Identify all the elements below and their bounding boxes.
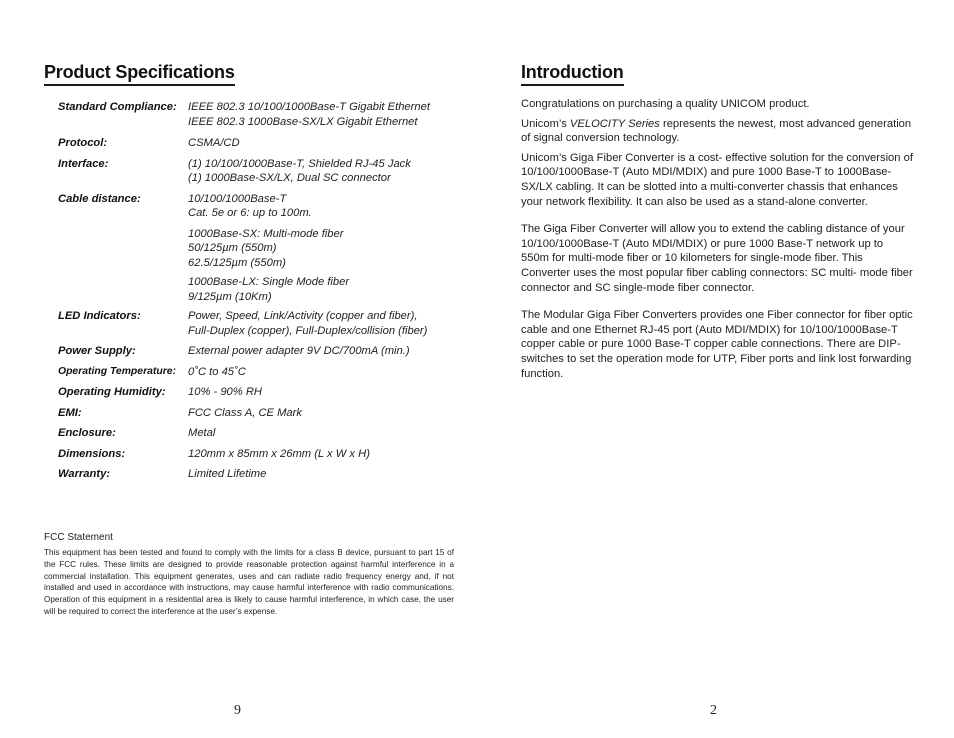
spec-label: EMI: [58,406,82,419]
spec-label: Protocol: [58,137,108,149]
spec-row [58,385,468,400]
spec-value-line: Cat. 5e or 6: up to 100m. [188,207,312,219]
spec-label: Interface: [58,157,109,170]
velocity-series-text: VELOCITY Series [569,117,660,130]
spec-value [188,309,427,338]
spec-value [188,275,349,304]
spec-label [58,227,188,271]
intro-p2-end: represents the newest, most advanced generation of signal conversion technology. [521,117,912,145]
introduction-body [521,97,913,381]
spec-value-line: Power, Speed, Link/Activity (copper and fiber), [188,310,418,322]
spec-value [188,447,370,462]
spec-label: Dimensions: [58,447,126,460]
spec-row [58,136,468,151]
introduction-heading: Introduction [521,62,624,86]
spec-value [188,192,312,221]
spec-value [188,344,410,359]
fcc-body: This equipment has been tested and found to comply with the limits for a class B device, pursuant to part 15 of the FCC rules. These limits are designed to provide reasonable protection against harmful interference in a commercial installation. This equipment generates, uses and can radiate radio frequency energy and, if not installed and used in accordance with instructions, may cause harmful interference with radio communications. Operation of this equipment in a residential area is likely to cause harmful interference, in which case, the user will be required to correct the interference at the user’s expense. [44,548,454,616]
spec-value-line: 1000Base-SX: Multi-mode fiber [188,227,344,240]
spec-value-line: (1) 10/100/1000Base-T, Shielded RJ-45 Jack [188,157,411,170]
spec-value-line: 0˚C to 45˚C [188,365,246,378]
spec-row [58,157,468,186]
spec-label: Warranty: [58,468,111,480]
spec-row [58,275,468,304]
spec-value-line: CSMA/CD [188,137,240,149]
spec-value-line: Full-Duplex (copper), Full-Duplex/collision (fiber) [188,324,428,337]
spec-value [188,365,246,380]
intro-paragraph-4: The Giga Fiber Converter will allow you to extend the cabling distance of your 10/100/1000Base-T (Auto MDI/MDIX) or pure 1000 Base-T network up to 550m for multi-mode fiber or 10 kilometers for single-mode fiber. This Converter uses the most popular fiber cabling connectors: SC multi- mode fiber connector and SC single-mode fiber connector. [521,223,913,294]
spec-value [188,385,262,400]
spec-label: Standard Compliance: [58,101,177,113]
spec-label: Power Supply: [58,345,136,357]
spec-row [58,365,468,380]
spec-value-line: Metal [188,427,216,439]
intro-paragraph-2 [521,117,913,146]
spec-value-line: Limited Lifetime [188,468,267,480]
spec-value-line: 10% - 90% RH [188,386,262,398]
spec-value-line: FCC Class A, CE Mark [188,406,302,419]
product-specifications-heading: Product Specifications [44,62,235,86]
intro-paragraph-3: Unicom’s Giga Fiber Converter is a cost- effective solution for the conversion of 10/100/1000Base-T (Auto MDI/MDIX) and pure 1000 Base-T to 1000Base-SX/LX cabling. It can be slotted into a multi-converter chassis that enhances your network flexibility. It can also be used as a stand-alone converter. [521,151,913,208]
spec-row [58,467,468,482]
spec-value [188,426,215,441]
spec-label [58,275,188,304]
fcc-title: FCC Statement [44,532,113,543]
spec-label: LED Indicators: [58,310,141,322]
spec-label: Operating Temperature: [58,365,176,377]
spec-row [58,447,468,462]
spec-label: Operating Humidity: [58,386,166,398]
spec-value-line: 50/125µm (550m) [188,242,277,254]
intro-paragraph-5: The Modular Giga Fiber Converters provides one Fiber connector for fiber optic cable and one Ethernet RJ-45 port (Auto MDI/MDIX) for 10/100/1000Base-T copper cable or pure 1000 Base-T copper cable connections. There are DIP- switches to set the operation mode for UTP, Fiber ports and link lost forwarding function. [521,309,913,380]
intro-paragraph-1: Congratulations on purchasing a quality UNICOM product. [521,98,810,110]
spec-value-line: 1000Base-LX: Single Mode fiber [188,276,350,288]
spec-value-line: 120mm x 85mm x 26mm (L x W x H) [188,447,370,460]
spec-label: Cable distance: [58,192,141,205]
spec-value-line: (1) 1000Base-SX/LX, Dual SC connector [188,172,391,184]
spec-value-line: External power adapter 9V DC/700mA (min.) [188,345,410,357]
spec-value-line: 62.5/125µm (550m) [188,256,286,269]
spec-row [58,100,468,129]
intro-p2-start: Unicom’s [521,117,570,130]
spec-row [58,227,468,271]
spec-value [188,100,430,129]
spec-row [58,192,468,221]
spec-value-line: IEEE 802.3 10/100/1000Base-T Gigabit Ethernet [188,101,430,113]
spec-value [188,227,343,271]
spec-value-line: IEEE 802.3 1000Base-SX/LX Gigabit Ethernet [188,115,418,128]
spec-value [188,157,411,186]
spec-value [188,136,240,151]
spec-row [58,426,468,441]
spec-table [58,100,468,482]
fcc-statement [44,532,454,618]
spec-value-line: 10/100/1000Base-T [188,192,287,205]
page-number-right: 2 [710,703,717,718]
spec-row [58,406,468,421]
spec-row [58,344,468,359]
spec-row [58,309,468,338]
spec-value [188,406,302,421]
spec-value-line: 9/125µm (10Km) [188,290,272,303]
spec-label: Enclosure: [58,427,116,439]
page-number-left: 9 [234,703,241,718]
spec-value [188,467,266,482]
